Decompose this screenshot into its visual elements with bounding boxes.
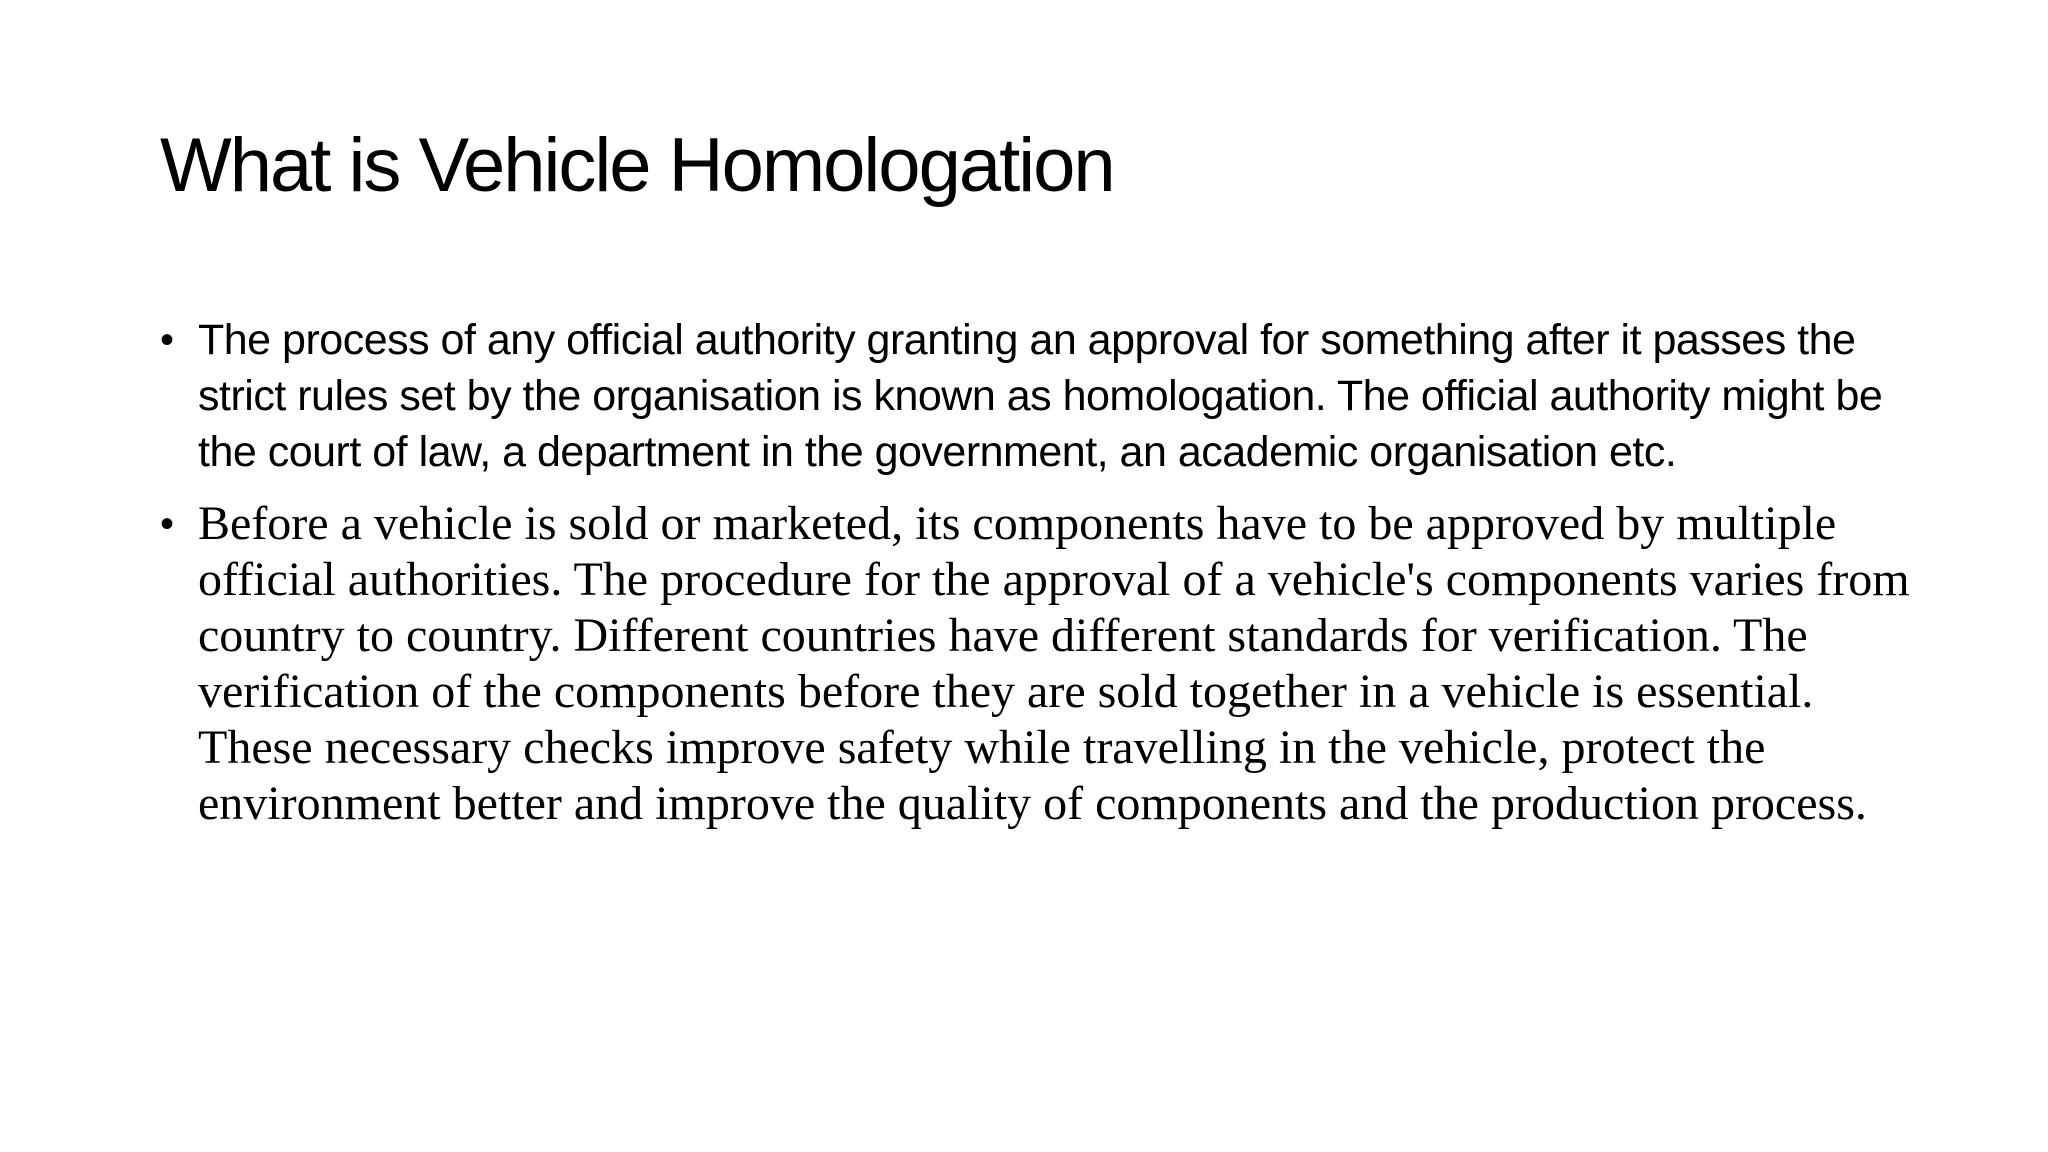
bullet-text-homologation-definition: The process of any official authority granting an approval for something after it passes the strict rules set by the organisation is known as homologation. The official authority might be the court of law, a department in the government, an academic organisation etc. [198, 316, 1883, 476]
bullet-icon: • [160, 318, 174, 362]
bullet-item [160, 496, 1920, 832]
bullet-item [160, 312, 1920, 480]
bullet-text-vehicle-approval: Before a vehicle is sold or marketed, its components have to be approved by multiple official authorities. The procedure for the approval of a vehicle's components varies from country to country. Different countries have different standards for verification. The verification of the components before they are sold together in a vehicle is essential. These necessary checks improve safety while travelling in the vehicle, protect the environment better and improve the quality of components and the production process. [198, 497, 1910, 830]
slide-title: What is Vehicle Homologation [160, 123, 1114, 208]
bullet-list [160, 312, 1920, 832]
bullet-icon: • [160, 502, 175, 546]
